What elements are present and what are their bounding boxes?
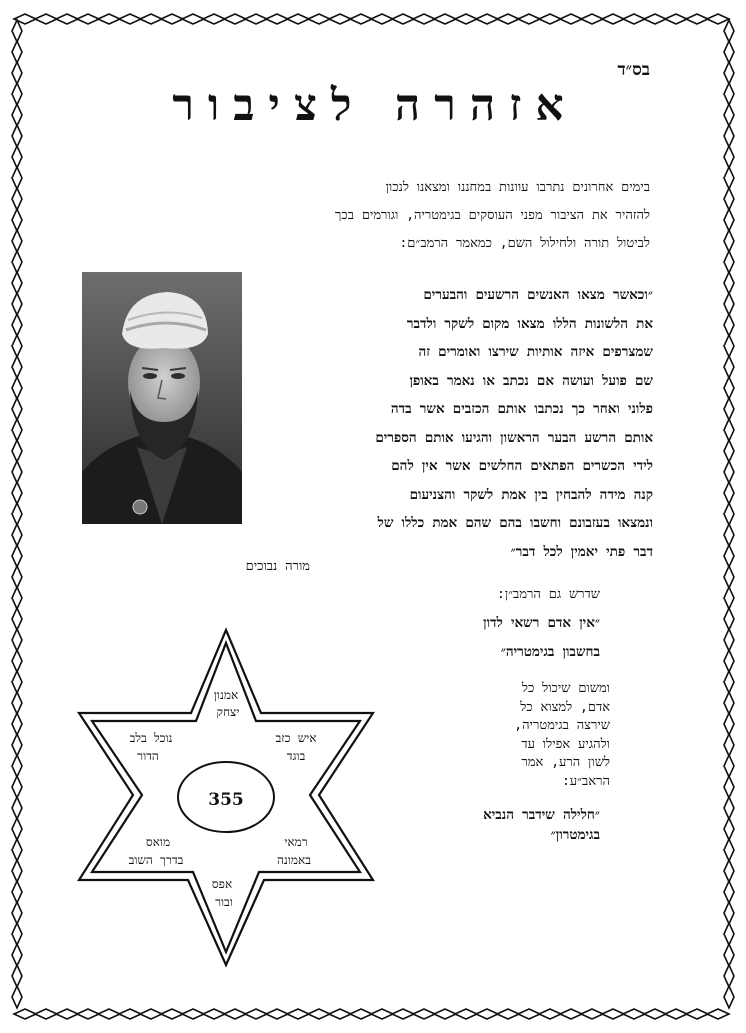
border-link xyxy=(266,1009,288,1019)
border-link xyxy=(56,14,78,24)
border-link xyxy=(724,923,734,945)
border-link xyxy=(12,566,22,588)
border-link xyxy=(12,923,22,945)
border-link xyxy=(12,335,22,357)
border-link xyxy=(413,1009,435,1019)
border-link xyxy=(12,671,22,693)
border-link xyxy=(12,818,22,840)
border-link xyxy=(12,209,22,231)
border-link xyxy=(724,125,734,147)
border-link xyxy=(724,62,734,84)
border-link xyxy=(581,1009,603,1019)
border-link xyxy=(12,587,22,609)
border-link xyxy=(724,461,734,483)
border-link xyxy=(707,14,729,24)
border-link xyxy=(119,1009,141,1019)
border-link xyxy=(266,14,288,24)
border-link xyxy=(560,1009,582,1019)
ibn-ezra-quote-line: בגימטרון״ xyxy=(550,827,600,843)
border-link xyxy=(724,41,734,63)
border-link xyxy=(12,104,22,126)
explanation-line: אדם, למצוא כל xyxy=(520,699,610,715)
border-link xyxy=(12,776,22,798)
border-link xyxy=(724,146,734,168)
border-link xyxy=(602,14,624,24)
border-link xyxy=(724,167,734,189)
border-link xyxy=(518,14,540,24)
border-link xyxy=(476,1009,498,1019)
star-lower-left-line: בדרך השוב xyxy=(128,853,184,867)
bsd-mark: בס״ד xyxy=(617,60,650,80)
border-link xyxy=(724,104,734,126)
border-link xyxy=(12,650,22,672)
border-link xyxy=(12,797,22,819)
quote-line: דבר פתי יאמין לכל דבר״ xyxy=(510,543,653,560)
border-link xyxy=(724,83,734,105)
border-link xyxy=(724,251,734,273)
border-link xyxy=(12,503,22,525)
ibn-ezra-quote xyxy=(400,805,600,845)
intro-line: לביטול תורה ולחילול השם, כמאמר הרמב״ם: xyxy=(399,236,650,251)
star-bottom-line: ובור xyxy=(215,895,233,909)
border-link xyxy=(12,272,22,294)
border-link xyxy=(724,524,734,546)
quote-line: ונמצאו בעזבונם וחשבו בהם שהם אמת כללו של xyxy=(377,515,653,531)
border-link xyxy=(12,734,22,756)
border-link xyxy=(12,839,22,861)
border-link xyxy=(287,14,309,24)
border-link xyxy=(182,14,204,24)
border-link xyxy=(724,335,734,357)
border-link xyxy=(623,14,645,24)
border-link xyxy=(98,14,120,24)
border-link xyxy=(161,14,183,24)
explanation-line: שירצה בגימטריה, xyxy=(514,718,610,733)
border-link xyxy=(686,14,708,24)
quote-line: לידי הכשרים הפתאים החלשים אשר אין להם xyxy=(391,458,653,474)
quote-line: ״וכאשר מצאו האנשים הרשעים והבערים xyxy=(423,287,653,303)
border-link xyxy=(724,986,734,1008)
border-link xyxy=(724,188,734,210)
quote-line: אותם הרשע הבער הראשון והגיעו אותם הספרים xyxy=(375,429,653,446)
border-link xyxy=(140,1009,162,1019)
border-link xyxy=(724,419,734,441)
border-link xyxy=(392,1009,414,1019)
border-link xyxy=(724,356,734,378)
border-link xyxy=(12,188,22,210)
border-link xyxy=(12,125,22,147)
star-upper-left-line: נוכל בלב xyxy=(129,731,173,745)
border-link xyxy=(329,1009,351,1019)
border-link xyxy=(245,1009,267,1019)
border-link xyxy=(12,482,22,504)
border-link xyxy=(12,62,22,84)
border-link xyxy=(434,14,456,24)
border-link xyxy=(644,14,666,24)
border-link xyxy=(724,440,734,462)
border-link xyxy=(724,503,734,525)
border-link xyxy=(724,692,734,714)
border-link xyxy=(12,440,22,462)
star-lower-right-line: באמונה xyxy=(277,853,311,867)
border-link xyxy=(497,1009,519,1019)
border-link xyxy=(12,902,22,924)
border-link xyxy=(12,965,22,987)
intro-paragraph xyxy=(120,174,650,258)
border-link xyxy=(724,293,734,315)
border-link xyxy=(455,1009,477,1019)
border-link xyxy=(476,14,498,24)
explanation-line: הראב״ע: xyxy=(561,773,610,789)
border-link xyxy=(724,860,734,882)
border-link xyxy=(224,1009,246,1019)
border-link xyxy=(12,524,22,546)
rambam-portrait xyxy=(82,272,242,524)
explanation-line: ומשום שיכול כל xyxy=(521,681,610,696)
border-link xyxy=(724,734,734,756)
star-of-david-diagram xyxy=(76,625,376,970)
star-bottom-line: אפס xyxy=(211,877,233,891)
border-link xyxy=(602,1009,624,1019)
border-link xyxy=(12,377,22,399)
border-link xyxy=(203,1009,225,1019)
border-link xyxy=(12,167,22,189)
border-link xyxy=(12,629,22,651)
rambam-quote xyxy=(255,281,653,566)
ramban-section xyxy=(380,580,600,667)
border-link xyxy=(497,14,519,24)
star-top-line: אמנון xyxy=(213,688,239,702)
border-link xyxy=(371,1009,393,1019)
border-link xyxy=(12,398,22,420)
border-link xyxy=(14,1009,36,1019)
border-link xyxy=(12,755,22,777)
border-link xyxy=(724,482,734,504)
ramban-quote-line: ״אין אדם רשאי לדון xyxy=(483,615,600,631)
border-link xyxy=(724,713,734,735)
border-link xyxy=(724,797,734,819)
border-link xyxy=(518,1009,540,1019)
border-link xyxy=(724,272,734,294)
border-link xyxy=(12,545,22,567)
border-link xyxy=(644,1009,666,1019)
border-link xyxy=(434,1009,456,1019)
border-link xyxy=(182,1009,204,1019)
star-lower-left-line: מואס xyxy=(145,835,171,849)
border-link xyxy=(12,83,22,105)
border-link xyxy=(707,1009,729,1019)
star-center-value: 355 xyxy=(208,790,244,810)
border-link xyxy=(724,398,734,420)
border-link xyxy=(329,14,351,24)
page-title: אזהרה לציבור xyxy=(172,80,578,131)
quote-line: את הלשונות הללו מצאו מקום לשקר ולדבר xyxy=(406,315,653,332)
border-link xyxy=(12,314,22,336)
star-lower-right-line: רמאי xyxy=(284,835,308,849)
border-link xyxy=(77,14,99,24)
border-link xyxy=(224,14,246,24)
star-upper-left-line: הדור xyxy=(137,749,159,763)
border-link xyxy=(308,14,330,24)
border-link xyxy=(392,14,414,24)
intro-line: בימים אחרונים נתרבו עוונות במחננו ומצאנו לנכון xyxy=(385,180,650,195)
border-link xyxy=(724,650,734,672)
border-link xyxy=(724,629,734,651)
border-link xyxy=(245,14,267,24)
border-link xyxy=(287,1009,309,1019)
border-link xyxy=(724,20,734,42)
border-link xyxy=(35,1009,57,1019)
border-link xyxy=(371,14,393,24)
quote-line: קנה מידה להבחין בין אמת לשקר והצניעום xyxy=(409,486,653,503)
border-link xyxy=(686,1009,708,1019)
border-link xyxy=(119,14,141,24)
ramban-quote-line: בחשבון בגימטריה״ xyxy=(500,644,600,660)
border-link xyxy=(724,209,734,231)
border-link xyxy=(724,230,734,252)
border-link xyxy=(12,944,22,966)
border-link xyxy=(539,1009,561,1019)
border-link xyxy=(308,1009,330,1019)
border-link xyxy=(724,965,734,987)
border-link xyxy=(623,1009,645,1019)
star-upper-right-line: איש כזב xyxy=(275,731,317,745)
ramban-intro: שדרש גם הרמב״ן: xyxy=(496,587,600,602)
border-link xyxy=(12,356,22,378)
border-link xyxy=(12,608,22,630)
border-link xyxy=(12,986,22,1008)
border-link xyxy=(560,14,582,24)
border-link xyxy=(539,14,561,24)
border-link xyxy=(724,881,734,903)
border-link xyxy=(455,14,477,24)
star-top-line: יצחק xyxy=(216,705,240,719)
border-link xyxy=(724,818,734,840)
border-link xyxy=(724,944,734,966)
border-link xyxy=(665,14,687,24)
border-link xyxy=(12,251,22,273)
border-link xyxy=(724,314,734,336)
border-link xyxy=(665,1009,687,1019)
intro-line: להזהיר את הציבור מפני העוסקים בגימטריה, וגורמים בכך xyxy=(334,208,650,223)
border-link xyxy=(77,1009,99,1019)
border-link xyxy=(724,566,734,588)
border-link xyxy=(12,293,22,315)
explanation-line: ולהגיע אפילו עד xyxy=(521,736,610,752)
border-link xyxy=(724,671,734,693)
border-link xyxy=(56,1009,78,1019)
border-link xyxy=(203,14,225,24)
border-link xyxy=(12,692,22,714)
border-link xyxy=(724,608,734,630)
border-link xyxy=(724,776,734,798)
quote-line: שמצרפים איזה אותיות שירצו ואומרים זה xyxy=(418,344,653,360)
border-link xyxy=(724,587,734,609)
explanation-line: לשון הרע, אמר xyxy=(521,755,610,770)
border-link xyxy=(724,755,734,777)
border-link xyxy=(581,14,603,24)
border-link xyxy=(35,14,57,24)
border-link xyxy=(12,881,22,903)
quote-line: שם פועל ועושה אם נכתב או נאמר באופן xyxy=(409,372,653,389)
border-link xyxy=(724,377,734,399)
ibn-ezra-quote-line: ״חלילה שידבר הנביא xyxy=(483,807,600,823)
quote-line: פלוני ואחר כך נכתבו אותם הכזבים אשר בדה xyxy=(390,401,653,417)
border-link xyxy=(161,1009,183,1019)
border-link xyxy=(413,14,435,24)
border-link xyxy=(724,545,734,567)
border-link xyxy=(98,1009,120,1019)
explanation-paragraph xyxy=(410,680,610,791)
border-link xyxy=(140,14,162,24)
border-link xyxy=(12,41,22,63)
star-upper-right-line: בוגד xyxy=(286,749,306,763)
border-link xyxy=(12,860,22,882)
quote-source: מורה נבוכים xyxy=(245,559,310,574)
border-link xyxy=(12,20,22,42)
border-link xyxy=(724,839,734,861)
border-link xyxy=(724,902,734,924)
border-link xyxy=(12,419,22,441)
border-link xyxy=(12,461,22,483)
border-link xyxy=(350,14,372,24)
border-link xyxy=(12,230,22,252)
border-link xyxy=(12,713,22,735)
border-link xyxy=(12,146,22,168)
border-link xyxy=(350,1009,372,1019)
